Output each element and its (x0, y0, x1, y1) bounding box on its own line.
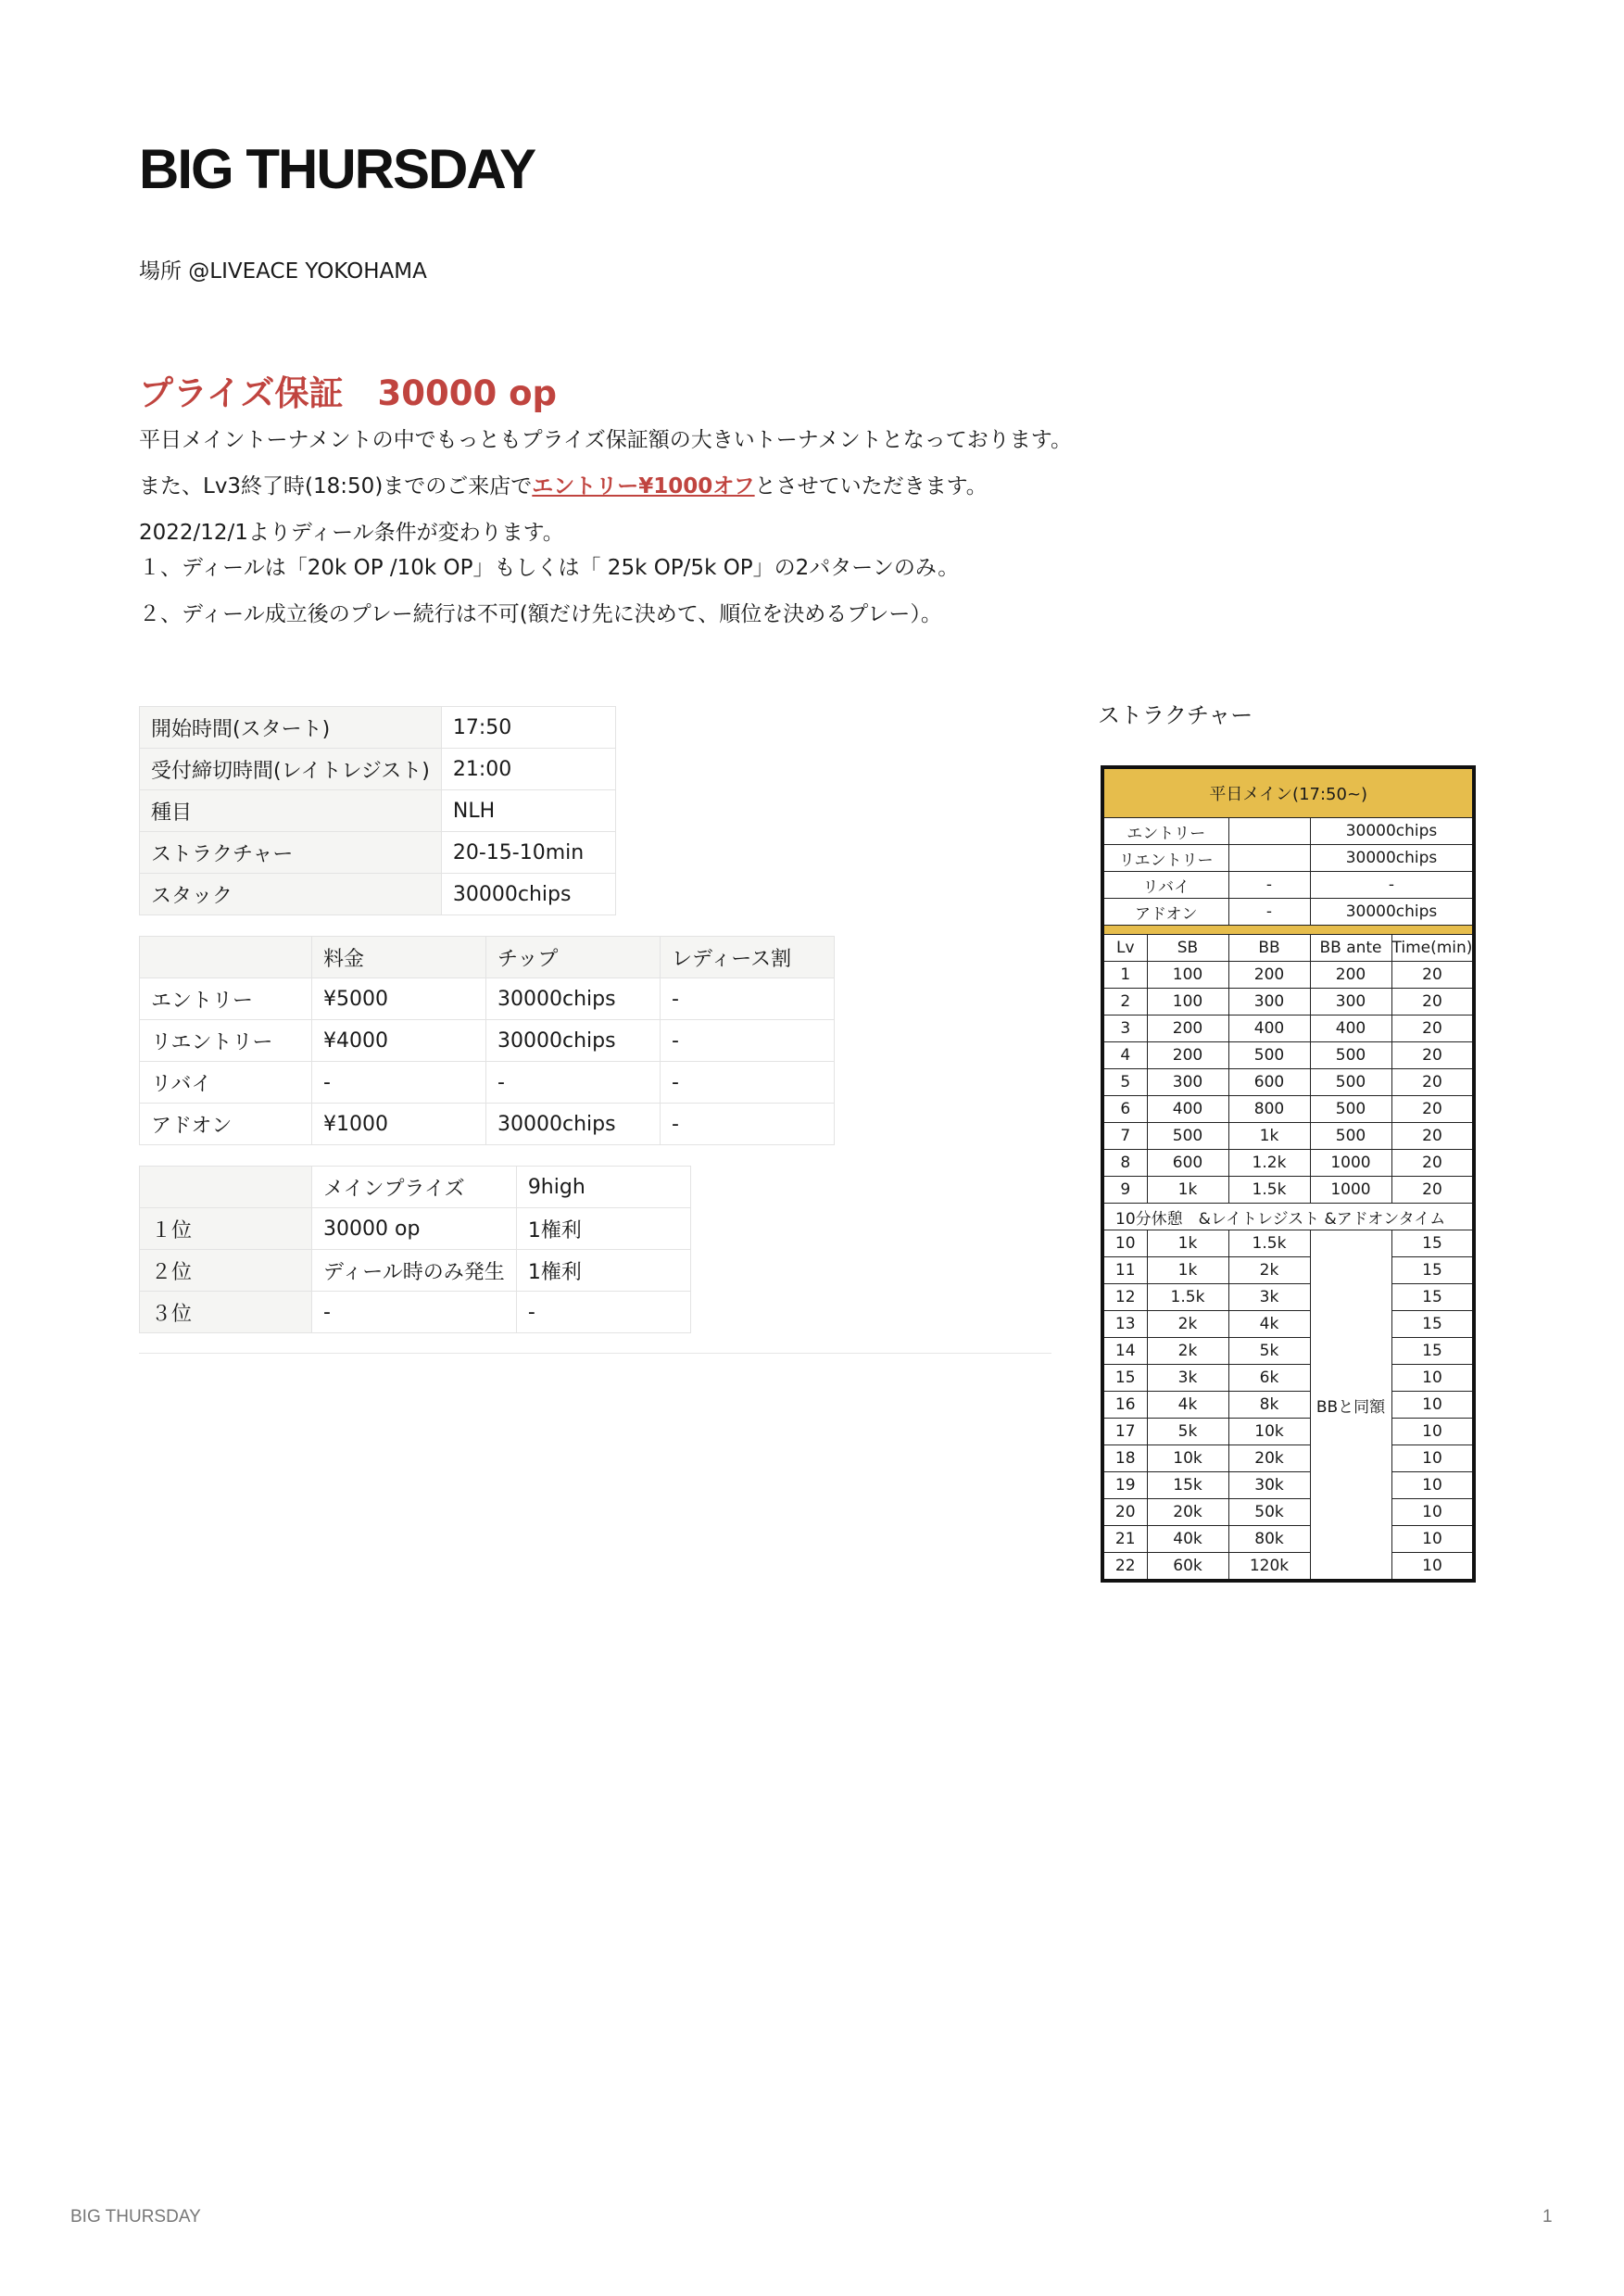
structure-header-cell: BB ante (1310, 935, 1391, 962)
level-row (1102, 1419, 1474, 1445)
structure-banner: 平日メイン(17:50~) (1102, 767, 1474, 818)
level-cell: 3k (1147, 1365, 1228, 1392)
level-cell: 20 (1102, 1499, 1147, 1526)
structure-header-cell: BB (1228, 935, 1310, 962)
level-cell: 10k (1228, 1419, 1310, 1445)
level-cell: 20 (1391, 1042, 1474, 1069)
level-cell: 8k (1228, 1392, 1310, 1419)
fee-cell: - (661, 1020, 835, 1062)
level-cell: 120k (1228, 1553, 1310, 1582)
level-row (1102, 1123, 1474, 1150)
entry-value (1228, 818, 1310, 845)
level-cell: 2 (1102, 989, 1147, 1016)
level-cell: 21 (1102, 1526, 1147, 1553)
divider (139, 1353, 1051, 1354)
level-row (1102, 1392, 1474, 1419)
level-cell: 10 (1391, 1445, 1474, 1472)
level-cell: 13 (1102, 1311, 1147, 1338)
level-cell: 20 (1391, 1177, 1474, 1204)
level-cell: 14 (1102, 1338, 1147, 1365)
level-row (1102, 962, 1474, 989)
level-cell: 15k (1147, 1472, 1228, 1499)
level-cell: 500 (1310, 1096, 1391, 1123)
prize-header-cell: メインプライズ (312, 1167, 517, 1208)
level-row (1102, 1338, 1474, 1365)
level-cell: 15 (1391, 1230, 1474, 1257)
level-cell: 30k (1228, 1472, 1310, 1499)
level-cell: 22 (1102, 1553, 1147, 1582)
intro-paragraph: 平日メイントーナメントの中でもっともプライズ保証額の大きいトーナメントとなっております。 (139, 428, 1072, 452)
level-cell: 20 (1391, 962, 1474, 989)
entry-chips: 30000chips (1310, 845, 1474, 872)
level-cell: 20 (1391, 1096, 1474, 1123)
structure-header-cell: Lv (1102, 935, 1147, 962)
level-row (1102, 1042, 1474, 1069)
level-cell: 10 (1391, 1365, 1474, 1392)
level-row (1102, 1096, 1474, 1123)
structure-header-cell: Time(min) (1391, 935, 1474, 962)
level-cell: 100 (1147, 962, 1228, 989)
level-row (1102, 1257, 1474, 1284)
level-row (1102, 1445, 1474, 1472)
entry-value: - (1228, 872, 1310, 899)
prize-cell: 1権利 (516, 1208, 690, 1250)
prize-cell: - (312, 1292, 517, 1333)
level-cell: 500 (1310, 1069, 1391, 1096)
prize-cell: 30000 op (312, 1208, 517, 1250)
entry-value (1228, 845, 1310, 872)
level-cell: 15 (1391, 1284, 1474, 1311)
structure-label: ストラクチャー (1098, 702, 1253, 728)
level-cell: 600 (1147, 1150, 1228, 1177)
fee-cell: アドオン (140, 1104, 312, 1145)
fee-header-cell (140, 937, 312, 978)
table-row (140, 1292, 691, 1333)
level-cell: 12 (1102, 1284, 1147, 1311)
level-cell: 20 (1391, 1123, 1474, 1150)
ante-merged-cell: BBと同額 (1310, 1230, 1391, 1582)
level-cell: 300 (1147, 1069, 1228, 1096)
fee-cell: リエントリー (140, 1020, 312, 1062)
level-row (1102, 1177, 1474, 1204)
structure-entry-row (1102, 818, 1474, 845)
fee-cell: 30000chips (486, 1020, 661, 1062)
level-cell: 3 (1102, 1016, 1147, 1042)
table-row (140, 1250, 691, 1292)
venue-text: 場所 @LIVEACE YOKOHAMA (139, 259, 427, 284)
table-row (140, 707, 616, 749)
table-row (140, 1208, 691, 1250)
level-cell: 1.5k (1228, 1230, 1310, 1257)
tournament-info-table (139, 706, 616, 915)
info-label: 受付締切時間(レイトレジスト) (140, 749, 442, 790)
level-cell: 20 (1391, 1150, 1474, 1177)
deal-change-notice: 2022/12/1よりディール条件が変わります。 (139, 521, 564, 545)
level-row (1102, 989, 1474, 1016)
level-cell: 9 (1102, 1177, 1147, 1204)
info-label: スタック (140, 874, 442, 915)
entry-type: リエントリー (1102, 845, 1228, 872)
level-cell: 20k (1228, 1445, 1310, 1472)
level-cell: 50k (1228, 1499, 1310, 1526)
structure-header-row (1102, 935, 1474, 962)
info-value: NLH (441, 790, 615, 832)
table-row (140, 978, 835, 1020)
level-cell: 10 (1391, 1419, 1474, 1445)
level-cell: 800 (1228, 1096, 1310, 1123)
level-cell: 6k (1228, 1365, 1310, 1392)
level-row (1102, 1553, 1474, 1582)
table-row (140, 790, 616, 832)
level-row (1102, 1230, 1474, 1257)
level-cell: 600 (1228, 1069, 1310, 1096)
table-row (140, 1062, 835, 1104)
level-cell: 4k (1147, 1392, 1228, 1419)
level-cell: 4k (1228, 1311, 1310, 1338)
prize-cell: １位 (140, 1208, 312, 1250)
fee-header-cell: 料金 (312, 937, 486, 978)
fee-cell: エントリー (140, 978, 312, 1020)
prize-cell: 1権利 (516, 1250, 690, 1292)
level-cell: 200 (1147, 1042, 1228, 1069)
entry-chips: - (1310, 872, 1474, 899)
fee-header-cell: チップ (486, 937, 661, 978)
fee-cell: 30000chips (486, 978, 661, 1020)
fee-cell: - (486, 1062, 661, 1104)
level-cell: 6 (1102, 1096, 1147, 1123)
structure-separator (1102, 926, 1474, 935)
structure-header-cell: SB (1147, 935, 1228, 962)
fee-cell: - (661, 1062, 835, 1104)
info-label: 種目 (140, 790, 442, 832)
level-cell: 400 (1310, 1016, 1391, 1042)
level-row (1102, 1365, 1474, 1392)
fee-cell: - (661, 1104, 835, 1145)
page-number: 1 (1542, 2207, 1553, 2227)
level-cell: 15 (1102, 1365, 1147, 1392)
structure-entry-row (1102, 899, 1474, 926)
discount-highlight: エントリー¥1000オフ (532, 474, 755, 498)
info-value: 30000chips (441, 874, 615, 915)
fee-cell: ¥5000 (312, 978, 486, 1020)
level-cell: 8 (1102, 1150, 1147, 1177)
level-cell: 16 (1102, 1392, 1147, 1419)
level-cell: 80k (1228, 1526, 1310, 1553)
structure-table (1101, 765, 1476, 1583)
table-header-row (140, 1167, 691, 1208)
level-cell: 1.5k (1147, 1284, 1228, 1311)
level-cell: 10 (1102, 1230, 1147, 1257)
level-row (1102, 1472, 1474, 1499)
prize-table (139, 1166, 691, 1333)
entry-chips: 30000chips (1310, 899, 1474, 926)
table-row (140, 832, 616, 874)
table-row (140, 1020, 835, 1062)
level-row (1102, 1526, 1474, 1553)
prize-cell: ３位 (140, 1292, 312, 1333)
level-cell: 1.2k (1228, 1150, 1310, 1177)
entry-type: エントリー (1102, 818, 1228, 845)
info-value: 21:00 (441, 749, 615, 790)
level-cell: 200 (1228, 962, 1310, 989)
structure-entry-row (1102, 845, 1474, 872)
level-cell: 1k (1147, 1257, 1228, 1284)
level-cell: 17 (1102, 1419, 1147, 1445)
fee-cell: リバイ (140, 1062, 312, 1104)
level-cell: 1 (1102, 962, 1147, 989)
level-cell: 200 (1147, 1016, 1228, 1042)
level-cell: 300 (1310, 989, 1391, 1016)
level-cell: 2k (1228, 1257, 1310, 1284)
level-cell: 10 (1391, 1553, 1474, 1582)
fee-cell: - (661, 978, 835, 1020)
prize-cell: - (516, 1292, 690, 1333)
table-row (140, 749, 616, 790)
fee-table (139, 936, 835, 1145)
info-label: ストラクチャー (140, 832, 442, 874)
separator-band (1102, 926, 1474, 935)
level-row (1102, 1016, 1474, 1042)
entry-type: アドオン (1102, 899, 1228, 926)
level-cell: 5k (1228, 1338, 1310, 1365)
deal-rule-2: ２、ディール成立後のプレー続行は不可(額だけ先に決めて、順位を決めるプレー）。 (139, 602, 942, 626)
level-cell: 1k (1147, 1177, 1228, 1204)
discount-text-before: また、Lv3終了時(18:50)までのご来店で (139, 474, 533, 498)
footer-title: BIG THURSDAY (70, 2207, 201, 2227)
level-cell: 1k (1228, 1123, 1310, 1150)
level-cell: 500 (1147, 1123, 1228, 1150)
entry-value: - (1228, 899, 1310, 926)
deal-rule-1: １、ディールは「20k OP /10k OP」もしくは「 25k OP/5k OP」の2パターンのみ。 (139, 556, 960, 580)
level-row (1102, 1499, 1474, 1526)
level-cell: 1000 (1310, 1177, 1391, 1204)
entry-type: リバイ (1102, 872, 1228, 899)
level-cell: 40k (1147, 1526, 1228, 1553)
structure-entry-row (1102, 872, 1474, 899)
table-row (140, 1104, 835, 1145)
info-value: 17:50 (441, 707, 615, 749)
prize-cell: ディール時のみ発生 (312, 1250, 517, 1292)
level-cell: 19 (1102, 1472, 1147, 1499)
level-cell: 20k (1147, 1499, 1228, 1526)
info-value: 20-15-10min (441, 832, 615, 874)
level-cell: 18 (1102, 1445, 1147, 1472)
fee-cell: 30000chips (486, 1104, 661, 1145)
discount-paragraph (139, 469, 988, 499)
level-cell: 400 (1147, 1096, 1228, 1123)
level-cell: 5k (1147, 1419, 1228, 1445)
level-cell: 200 (1310, 962, 1391, 989)
prize-header-cell: 9high (516, 1167, 690, 1208)
level-cell: 100 (1147, 989, 1228, 1016)
level-cell: 60k (1147, 1553, 1228, 1582)
level-cell: 1.5k (1228, 1177, 1310, 1204)
level-cell: 20 (1391, 1069, 1474, 1096)
level-cell: 500 (1228, 1042, 1310, 1069)
level-row (1102, 1150, 1474, 1177)
table-header-row (140, 937, 835, 978)
level-cell: 500 (1310, 1123, 1391, 1150)
prize-cell: ２位 (140, 1250, 312, 1292)
break-row (1102, 1204, 1474, 1230)
level-cell: 2k (1147, 1338, 1228, 1365)
level-cell: 400 (1228, 1016, 1310, 1042)
level-cell: 10 (1391, 1472, 1474, 1499)
level-cell: 3k (1228, 1284, 1310, 1311)
level-cell: 11 (1102, 1257, 1147, 1284)
fee-cell: ¥1000 (312, 1104, 486, 1145)
info-label: 開始時間(スタート) (140, 707, 442, 749)
level-cell: 7 (1102, 1123, 1147, 1150)
entry-chips: 30000chips (1310, 818, 1474, 845)
level-row (1102, 1311, 1474, 1338)
level-cell: 1000 (1310, 1150, 1391, 1177)
fee-header-cell: レディース割 (661, 937, 835, 978)
level-cell: 10 (1391, 1526, 1474, 1553)
table-row (140, 874, 616, 915)
page-title: BIG THURSDAY (139, 138, 535, 200)
level-cell: 10 (1391, 1392, 1474, 1419)
level-cell: 500 (1310, 1042, 1391, 1069)
level-cell: 15 (1391, 1311, 1474, 1338)
break-note: 10分休憩 &レイトレジスト &アドオンタイム (1102, 1204, 1474, 1230)
level-cell: 2k (1147, 1311, 1228, 1338)
prize-guarantee-heading: プライズ保証 30000 op (139, 373, 558, 413)
fee-cell: ¥4000 (312, 1020, 486, 1062)
level-row (1102, 1069, 1474, 1096)
level-cell: 10 (1391, 1499, 1474, 1526)
prize-header-cell (140, 1167, 312, 1208)
level-cell: 5 (1102, 1069, 1147, 1096)
level-cell: 15 (1391, 1338, 1474, 1365)
level-cell: 10k (1147, 1445, 1228, 1472)
level-cell: 20 (1391, 1016, 1474, 1042)
level-row (1102, 1284, 1474, 1311)
level-cell: 300 (1228, 989, 1310, 1016)
level-cell: 20 (1391, 989, 1474, 1016)
level-cell: 15 (1391, 1257, 1474, 1284)
level-cell: 4 (1102, 1042, 1147, 1069)
discount-text-after: とさせていただきます。 (754, 474, 988, 498)
level-cell: 1k (1147, 1230, 1228, 1257)
fee-cell: - (312, 1062, 486, 1104)
